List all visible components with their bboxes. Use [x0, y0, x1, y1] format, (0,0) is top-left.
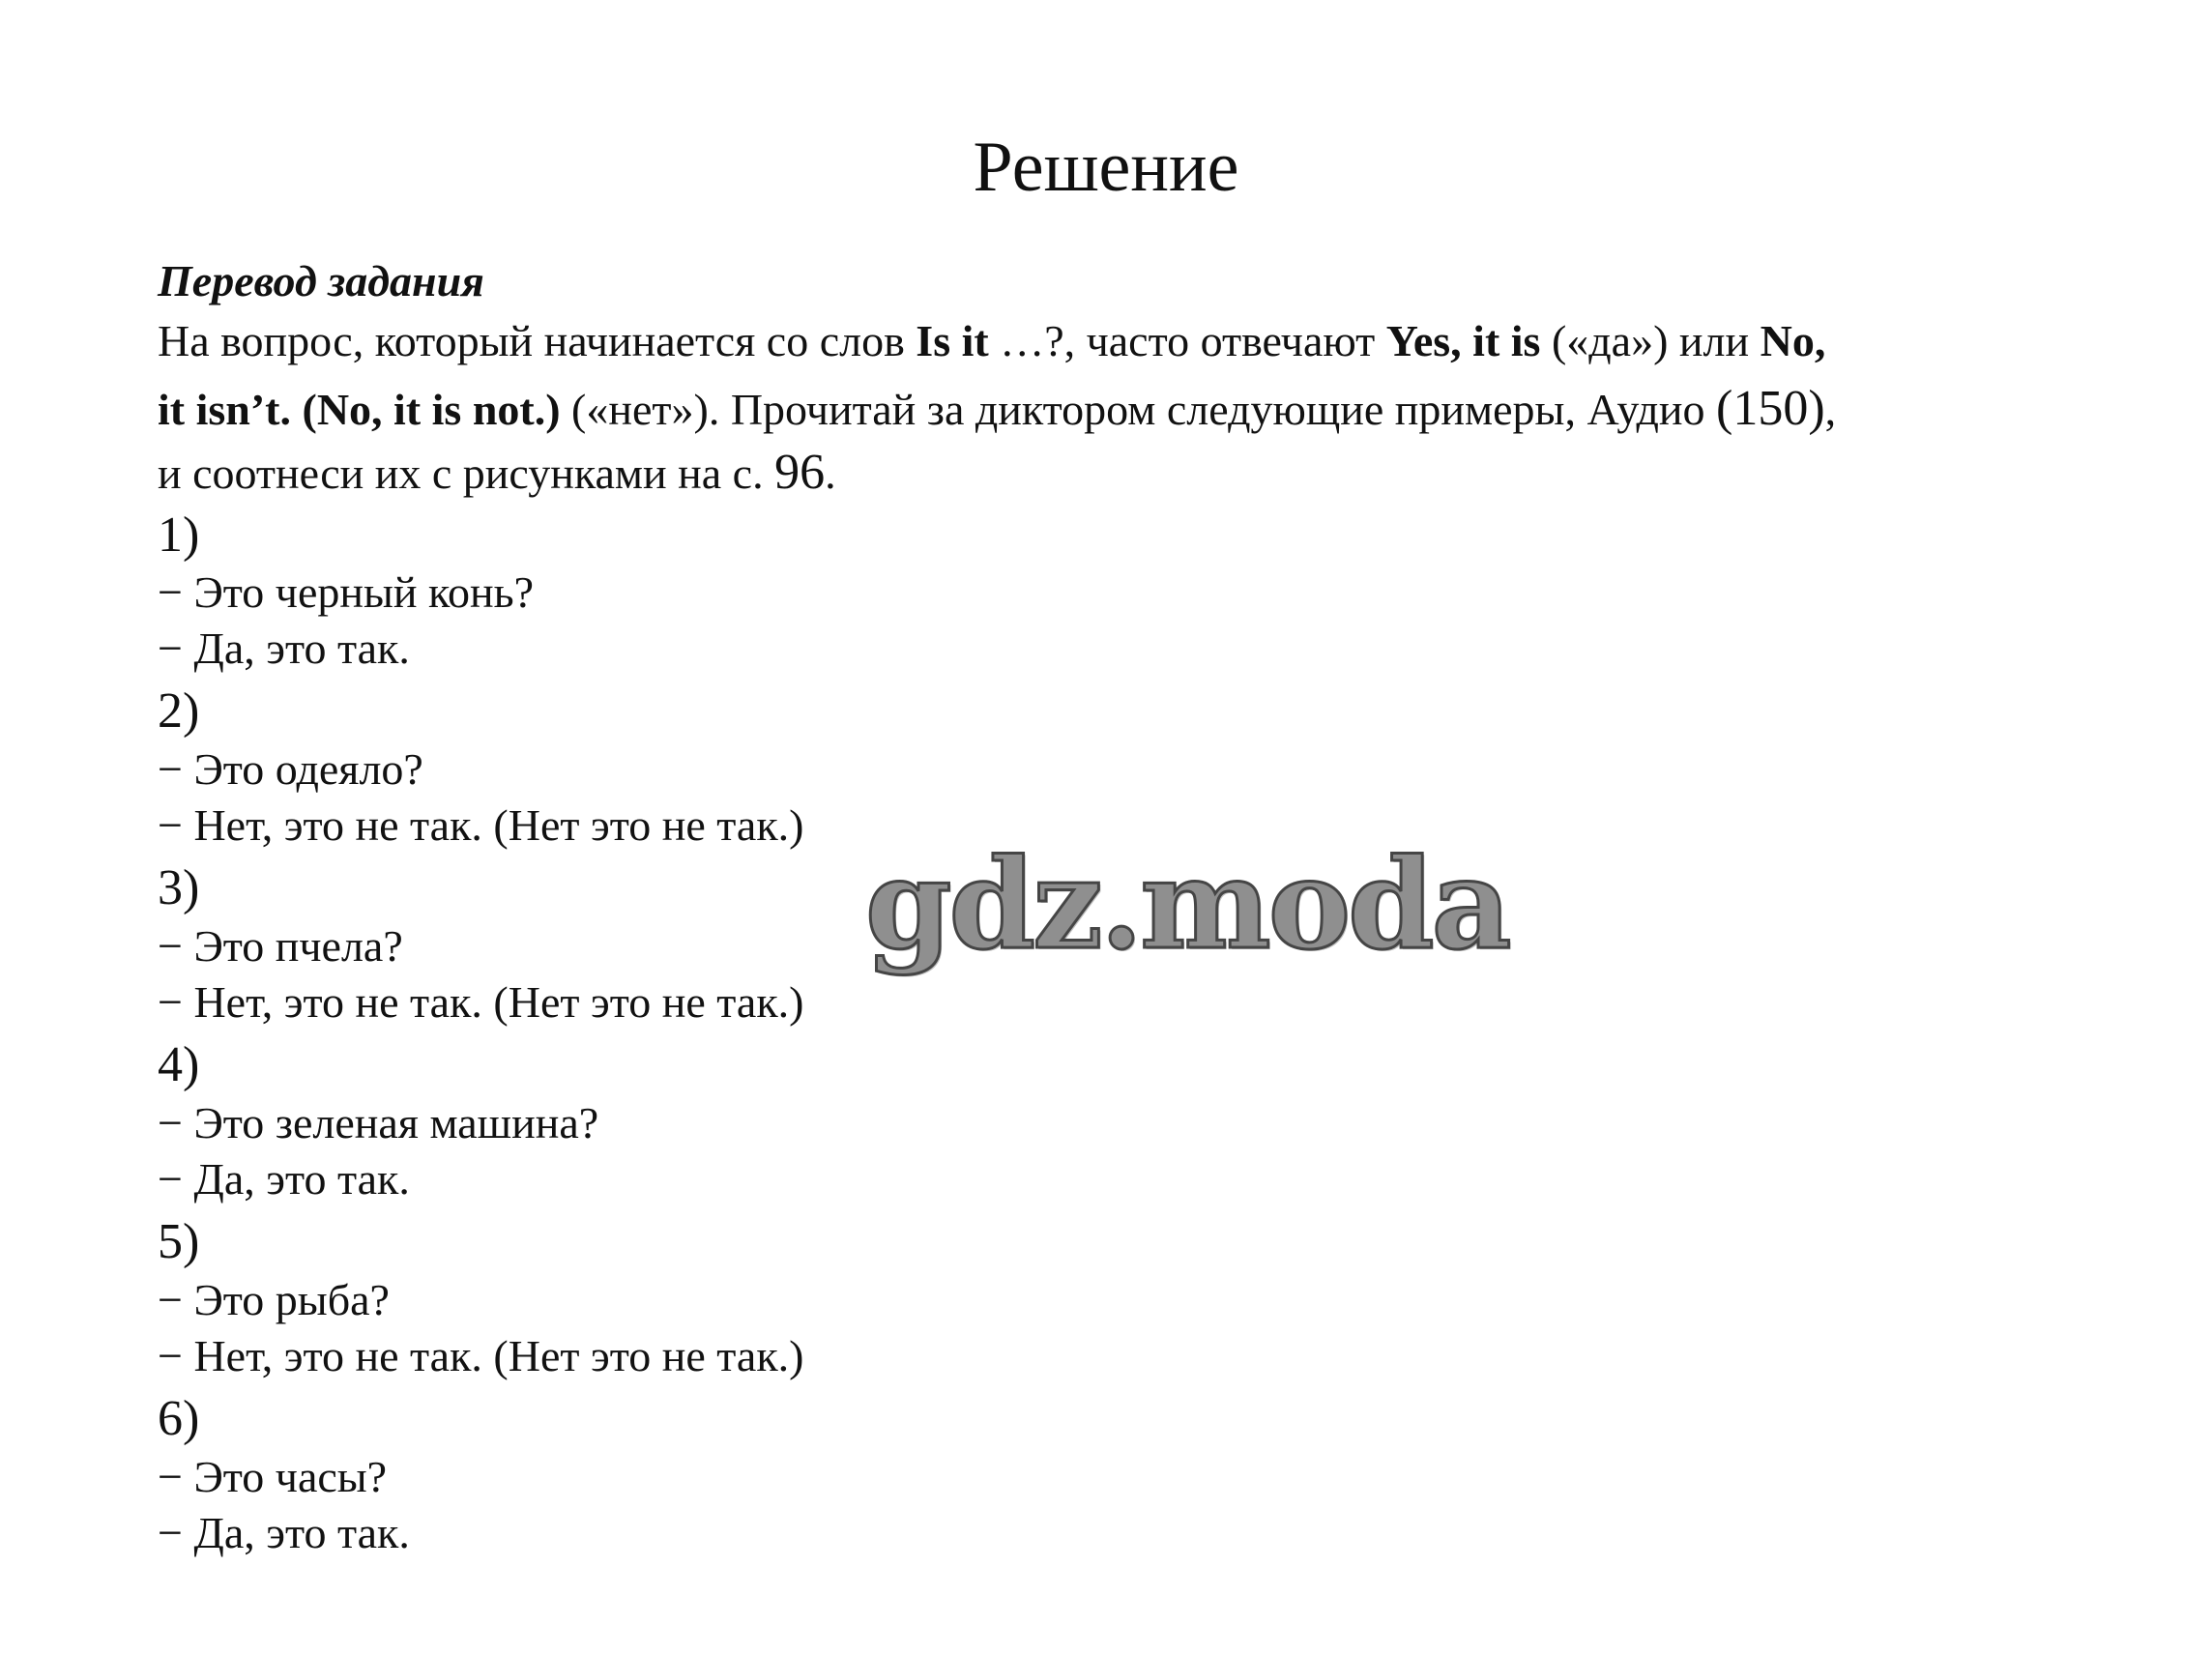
- item-number: 5): [158, 1214, 200, 1269]
- item-number: 2): [158, 683, 200, 739]
- item-question: − Это пчела?: [158, 921, 403, 971]
- paragraph-line-1: [158, 316, 2052, 365]
- item-question: − Это черный конь?: [158, 567, 535, 617]
- item-answer: − Нет, это не так. (Нет это не так.): [158, 800, 804, 850]
- watermark-logo: gdz.moda: [865, 832, 1509, 977]
- paragraph-bold-text: it isn’t. (No, it is not.): [158, 385, 561, 434]
- item-number: 6): [158, 1391, 200, 1446]
- page-title: Решение: [973, 128, 1239, 207]
- paragraph-text: На вопрос, который начинается со слов: [158, 316, 917, 365]
- item-question: − Это зеленая машина?: [158, 1098, 599, 1147]
- paragraph-text: («да») или: [1540, 316, 1761, 365]
- item-number: 1): [158, 508, 200, 563]
- item-answer: − Да, это так.: [158, 1508, 410, 1557]
- paragraph-text: …?, часто отвечают: [988, 316, 1386, 365]
- item-answer: − Да, это так.: [158, 624, 410, 673]
- paragraph-bold-text: Yes, it is: [1385, 316, 1541, 365]
- item-answer: − Да, это так.: [158, 1154, 410, 1204]
- item-answer: − Нет, это не так. (Нет это не так.): [158, 1331, 804, 1380]
- paragraph-line-3: [158, 445, 2052, 500]
- audio-number: (150): [1716, 381, 1825, 436]
- item-number: 3): [158, 860, 200, 915]
- paragraph-text: и соотнеси их с рисунками на с.: [158, 449, 775, 498]
- item-number: 4): [158, 1037, 200, 1092]
- paragraph-bold-text: Is it: [916, 316, 989, 365]
- paragraph-text: ,: [1824, 385, 1837, 434]
- paragraph-line-2: [158, 381, 2052, 436]
- page-number: 96: [774, 445, 826, 500]
- section-heading: Перевод задания: [158, 256, 484, 305]
- paragraph-text: .: [825, 449, 836, 498]
- paragraph-text: («нет»). Прочитай за диктором следующие примеры, Аудио: [560, 385, 1717, 434]
- paragraph-bold-text: No,: [1760, 316, 1826, 365]
- item-answer: − Нет, это не так. (Нет это не так.): [158, 977, 804, 1027]
- item-question: − Это часы?: [158, 1452, 388, 1501]
- item-question: − Это одеяло?: [158, 744, 423, 794]
- item-question: − Это рыба?: [158, 1275, 390, 1324]
